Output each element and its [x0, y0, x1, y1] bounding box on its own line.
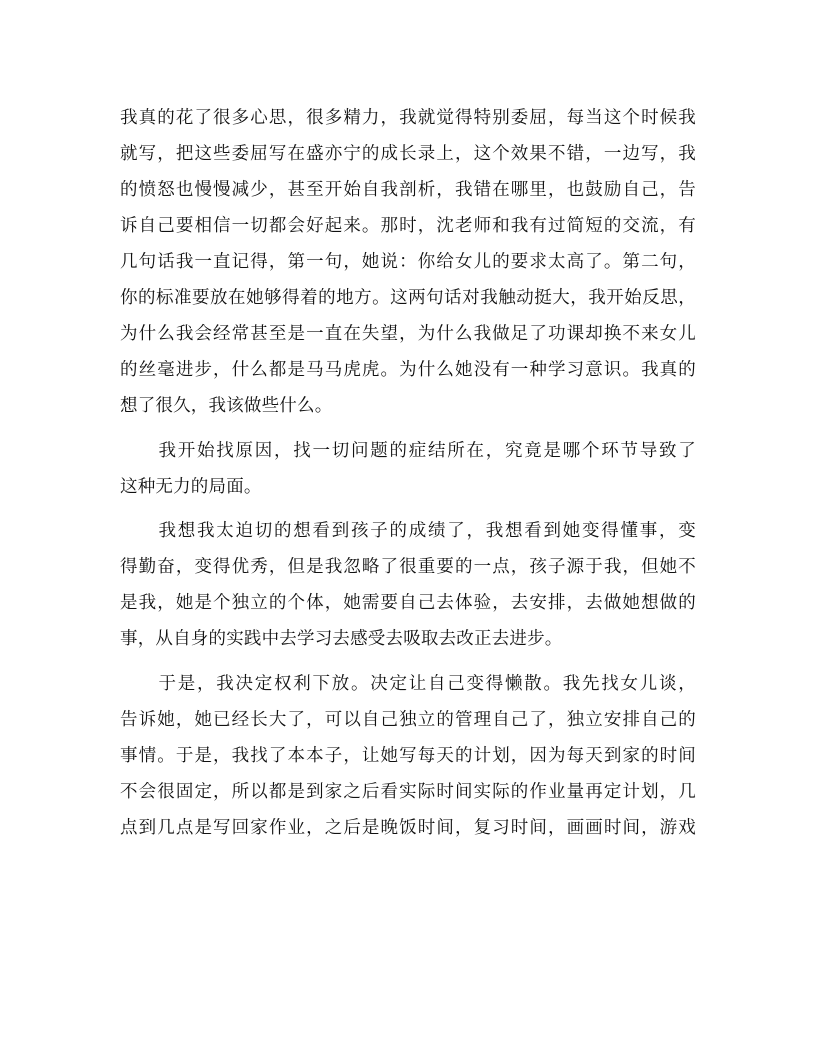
paragraph-4	[120, 666, 696, 846]
text-line: 这种无力的局面。	[120, 476, 262, 497]
text-line: 告诉她，她已经长大了，可以自己独立的管理自己了，独立安排自己的	[120, 709, 696, 730]
paragraph-3	[120, 513, 696, 657]
text-line: 是我，她是个独立的个体，她需要自己去体验，去安排，去做她想做的	[120, 593, 696, 613]
text-line: 的愤怒也慢慢减少，甚至开始自我剖析，我错在哪里，也鼓励自己，告	[120, 180, 696, 200]
text-line: 事情。于是，我找了本本子，让她写每天的计划，因为每天到家的时间	[120, 745, 696, 766]
text-line: 为什么我会经常甚至是一直在失望，为什么我做足了功课却换不来女儿	[120, 324, 696, 344]
text-line: 几句话我一直记得，第一句，她说：你给女儿的要求太高了。第二句，	[120, 252, 696, 272]
paragraph-spacing	[120, 657, 696, 666]
paragraph-spacing	[120, 505, 696, 514]
text-line: 想了很久，我该做些什么。	[120, 396, 333, 416]
text-line: 诉自己要相信一切都会好起来。那时，沈老师和我有过简短的交流，有	[120, 216, 696, 236]
text-line: 的丝毫进步，什么都是马马虎虎。为什么她没有一种学习意识。我真的	[120, 360, 696, 380]
paragraph-2	[120, 433, 696, 505]
text-line: 你的标准要放在她够得着的地方。这两句话对我触动挺大，我开始反思，	[120, 288, 696, 308]
text-line: 点到几点是写回家作业，之后是晚饭时间，复习时间，画画时间，游戏	[120, 817, 696, 838]
text-line: 得勤奋，变得优秀，但是我忽略了很重要的一点，孩子源于我，但她不	[120, 557, 696, 577]
body-text	[120, 100, 696, 846]
text-line: 就写，把这些委屈写在盛亦宁的成长录上，这个效果不错，一边写，我	[120, 144, 696, 164]
paragraph-spacing	[120, 424, 696, 433]
paragraph-1	[120, 100, 696, 424]
text-line: 我真的花了很多心思，很多精力，我就觉得特别委屈，每当这个时候我	[120, 108, 696, 128]
text-line: 于是，我决定权利下放。决定让自己变得懒散。我先找女儿谈，	[120, 673, 696, 694]
text-line: 事，从自身的实践中去学习去感受去吸取去改正去进步。	[120, 629, 563, 649]
text-line: 我开始找原因，找一切问题的症结所在，究竟是哪个环节导致了	[120, 440, 696, 461]
text-line: 我想我太迫切的想看到孩子的成绩了，我想看到她变得懂事，变	[120, 521, 696, 541]
text-line: 不会很固定，所以都是到家之后看实际时间实际的作业量再定计划，几	[120, 781, 696, 802]
